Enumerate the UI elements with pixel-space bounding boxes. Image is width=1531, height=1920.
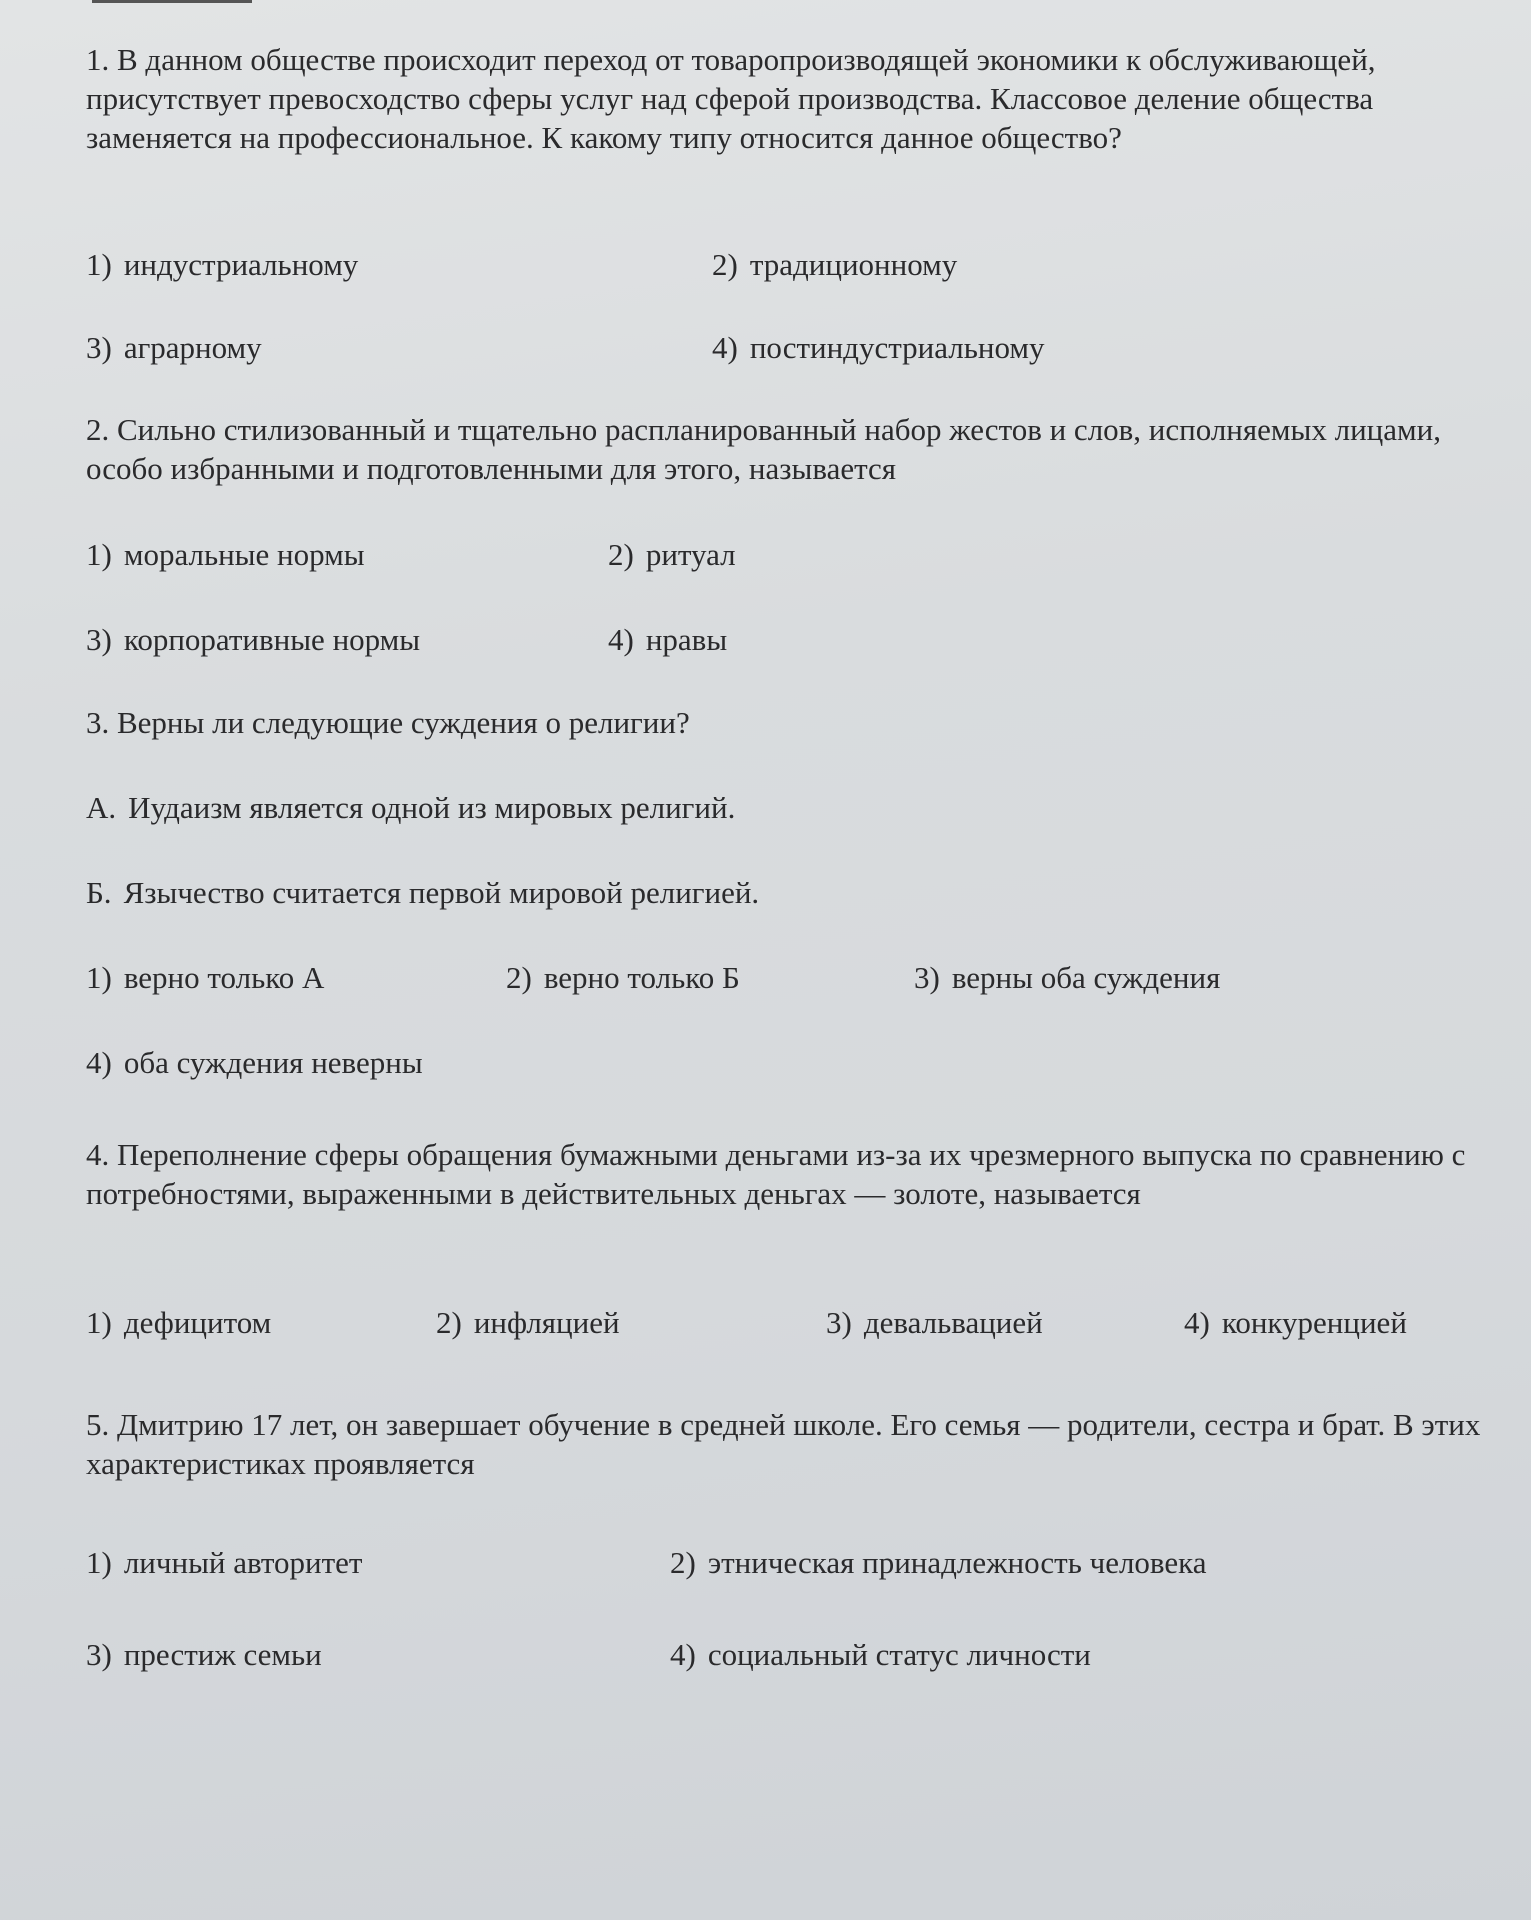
option-number: 1) bbox=[86, 537, 112, 572]
question-4-text: 4. Переполнение сферы обращения бумажными деньгами из-за их чрезмерного выпуска по сравнению с потребностями, выраженными в действительных деньгах — золоте, называется bbox=[86, 1137, 1466, 1211]
option-number: 2) bbox=[608, 537, 634, 572]
option-label: дефицитом bbox=[123, 1305, 272, 1340]
question-3-statement-b bbox=[86, 873, 759, 912]
question-5-option-3 bbox=[86, 1635, 322, 1674]
question-2-text: 2. Сильно стилизованный и тщательно распланированный набор жестов и слов, исполняемых лицами, особо избранными и подготовленными для этого, называется bbox=[86, 412, 1441, 486]
option-number: 2) bbox=[670, 1545, 696, 1580]
question-3-statement-a bbox=[86, 788, 735, 827]
option-number: 3) bbox=[86, 1637, 112, 1672]
option-number: 3) bbox=[914, 960, 940, 995]
question-4 bbox=[86, 1135, 1486, 1213]
option-number: 1) bbox=[86, 1305, 112, 1340]
question-1-text: 1. В данном обществе происходит переход от товаропроизводящей экономики к обслуживающей, присутствует превосходство сферы услуг над сферой производства. Классовое деление общества заменяется на профессиональное. К какому типу относится данное общество? bbox=[86, 42, 1376, 155]
option-label: моральные нормы bbox=[123, 537, 365, 572]
question-2-option-4 bbox=[608, 620, 727, 659]
question-4-option-1 bbox=[86, 1303, 271, 1342]
option-number: 4) bbox=[86, 1045, 112, 1080]
option-number: 3) bbox=[826, 1305, 852, 1340]
option-label: традиционному bbox=[749, 247, 958, 282]
option-number: 2) bbox=[506, 960, 532, 995]
option-number: 1) bbox=[86, 247, 112, 282]
option-number: 4) bbox=[1184, 1305, 1210, 1340]
option-number: 4) bbox=[712, 330, 738, 365]
question-5 bbox=[86, 1405, 1486, 1483]
question-5-option-4 bbox=[670, 1635, 1091, 1674]
question-4-option-2 bbox=[436, 1303, 620, 1342]
question-2-option-1 bbox=[86, 535, 365, 574]
option-label: верно только Б bbox=[543, 960, 740, 995]
option-label: оба суждения неверны bbox=[123, 1045, 423, 1080]
question-3-option-3 bbox=[914, 958, 1220, 997]
question-3-option-1 bbox=[86, 958, 324, 997]
question-3-text: 3. Верны ли следующие суждения о религии? bbox=[86, 705, 690, 740]
question-4-option-3 bbox=[826, 1303, 1043, 1342]
question-1 bbox=[86, 40, 1486, 157]
option-label: конкуренцией bbox=[1221, 1305, 1407, 1340]
option-label: инфляцией bbox=[473, 1305, 620, 1340]
question-3-option-4 bbox=[86, 1043, 423, 1082]
statement-text: Язычество считается первой мировой религией. bbox=[123, 875, 760, 910]
option-number: 1) bbox=[86, 1545, 112, 1580]
option-number: 3) bbox=[86, 330, 112, 365]
option-label: верно только А bbox=[123, 960, 325, 995]
statement-text: Иудаизм является одной из мировых религий. bbox=[128, 790, 736, 825]
question-2-option-3 bbox=[86, 620, 420, 659]
option-label: личный авторитет bbox=[123, 1545, 363, 1580]
question-1-option-4 bbox=[712, 328, 1044, 367]
question-1-option-1 bbox=[86, 245, 358, 284]
question-4-option-4 bbox=[1184, 1303, 1407, 1342]
question-3 bbox=[86, 703, 1486, 742]
option-label: ритуал bbox=[645, 537, 736, 572]
option-label: индустриальному bbox=[123, 247, 359, 282]
option-number: 4) bbox=[670, 1637, 696, 1672]
option-label: социальный статус личности bbox=[707, 1637, 1091, 1672]
statement-letter: А. bbox=[86, 790, 117, 825]
question-2-option-2 bbox=[608, 535, 736, 574]
question-5-option-1 bbox=[86, 1543, 362, 1582]
option-label: постиндустриальному bbox=[749, 330, 1045, 365]
option-number: 3) bbox=[86, 622, 112, 657]
question-5-option-2 bbox=[670, 1543, 1207, 1582]
option-number: 2) bbox=[712, 247, 738, 282]
option-number: 4) bbox=[608, 622, 634, 657]
statement-letter: Б. bbox=[86, 875, 112, 910]
question-5-text: 5. Дмитрию 17 лет, он завершает обучение в средней школе. Его семья — родители, сестра и брат. В этих характеристиках проявляется bbox=[86, 1407, 1481, 1481]
question-2 bbox=[86, 410, 1486, 488]
option-label: аграрному bbox=[123, 330, 262, 365]
option-label: этническая принадлежность человека bbox=[707, 1545, 1207, 1580]
option-label: верны оба суждения bbox=[951, 960, 1221, 995]
option-label: корпоративные нормы bbox=[123, 622, 421, 657]
option-label: нравы bbox=[645, 622, 728, 657]
option-number: 1) bbox=[86, 960, 112, 995]
top-rule bbox=[92, 0, 252, 3]
option-label: престиж семьи bbox=[123, 1637, 322, 1672]
question-1-option-2 bbox=[712, 245, 957, 284]
option-label: девальвацией bbox=[863, 1305, 1043, 1340]
question-3-option-2 bbox=[506, 958, 740, 997]
option-number: 2) bbox=[436, 1305, 462, 1340]
question-1-option-3 bbox=[86, 328, 262, 367]
